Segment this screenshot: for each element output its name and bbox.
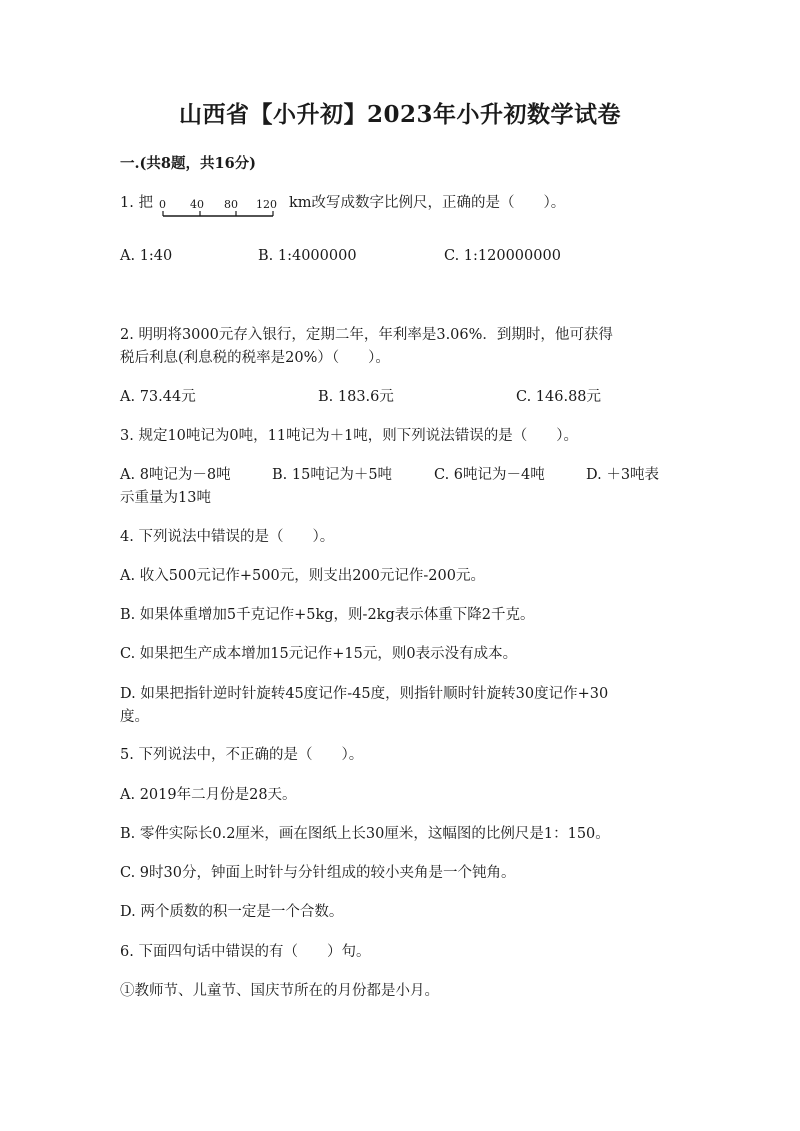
q6-statement-1: ①教师节、儿童节、国庆节所在的月份都是小月。 [120, 983, 439, 999]
q3-option-d-continued: 示重量为13吨 [120, 490, 211, 506]
q5-option-b: B. 零件实际长0.2厘米，画在图纸上长30厘米，这幅图的比例尺是1：150。 [120, 826, 610, 842]
ruler-tick-label: 40 [190, 198, 204, 211]
q2-option-c: C. 146.88元 [516, 389, 602, 405]
q1-option-a: A. 1:40 [120, 248, 173, 264]
q1-stem-prefix: 1. 把 [120, 195, 153, 211]
ruler-tick-label: 0 [159, 198, 166, 211]
q4-option-d-continued: 度。 [120, 709, 149, 725]
ruler-tick-label: 80 [224, 198, 238, 211]
q5-stem: 5. 下列说法中，不正确的是（ ）。 [120, 747, 364, 763]
q5-option-c: C. 9时30分，钟面上时针与分针组成的较小夹角是一个钝角。 [120, 865, 516, 881]
q1-stem-suffix: km改写成数字比例尺，正确的是（ ）。 [289, 195, 566, 211]
q1-option-b: B. 1:4000000 [258, 248, 357, 264]
q6-stem: 6. 下面四句话中错误的有（ ）句。 [120, 944, 371, 960]
q2-option-b: B. 183.6元 [318, 389, 394, 405]
q4-option-d: D. 如果把指针逆时针旋转45度记作-45度，则指针顺时针旋转30度记作+30 [120, 686, 609, 702]
q3-option-b: B. 15吨记为＋5吨 [272, 467, 393, 483]
scale-ruler [158, 196, 284, 220]
q3-stem: 3. 规定10吨记为0吨，11吨记为＋1吨，则下列说法错误的是（ ）。 [120, 428, 579, 444]
q2-stem-line1: 2. 明明将3000元存入银行，定期二年，年利率是3.06%．到期时，他可获得 [120, 327, 613, 343]
q3-option-d: D. ＋3吨表 [586, 467, 660, 483]
q2-option-a: A. 73.44元 [120, 389, 196, 405]
ruler-tick-label: 120 [256, 198, 277, 211]
exam-title: 山西省【小升初】2023年小升初数学试卷 [178, 101, 621, 128]
q2-stem-line2: 税后利息(利息税的税率是20%）（ ）。 [120, 350, 390, 366]
q5-option-a: A. 2019年二月份是28天。 [120, 787, 297, 803]
q3-option-c: C. 6吨记为－4吨 [434, 467, 545, 483]
section-heading: 一.(共8题，共16分) [120, 155, 257, 172]
q4-option-b: B. 如果体重增加5千克记作+5kg，则-2kg表示体重下降2千克。 [120, 607, 535, 623]
q4-option-a: A. 收入500元记作+500元，则支出200元记作-200元。 [120, 568, 485, 584]
q4-option-c: C. 如果把生产成本增加15元记作+15元，则0表示没有成本。 [120, 646, 518, 662]
q5-option-d: D. 两个质数的积一定是一个合数。 [120, 904, 344, 920]
q3-option-a: A. 8吨记为－8吨 [120, 467, 231, 483]
q4-stem: 4. 下列说法中错误的是（ ）。 [120, 529, 335, 545]
q1-option-c: C. 1:120000000 [444, 248, 561, 264]
